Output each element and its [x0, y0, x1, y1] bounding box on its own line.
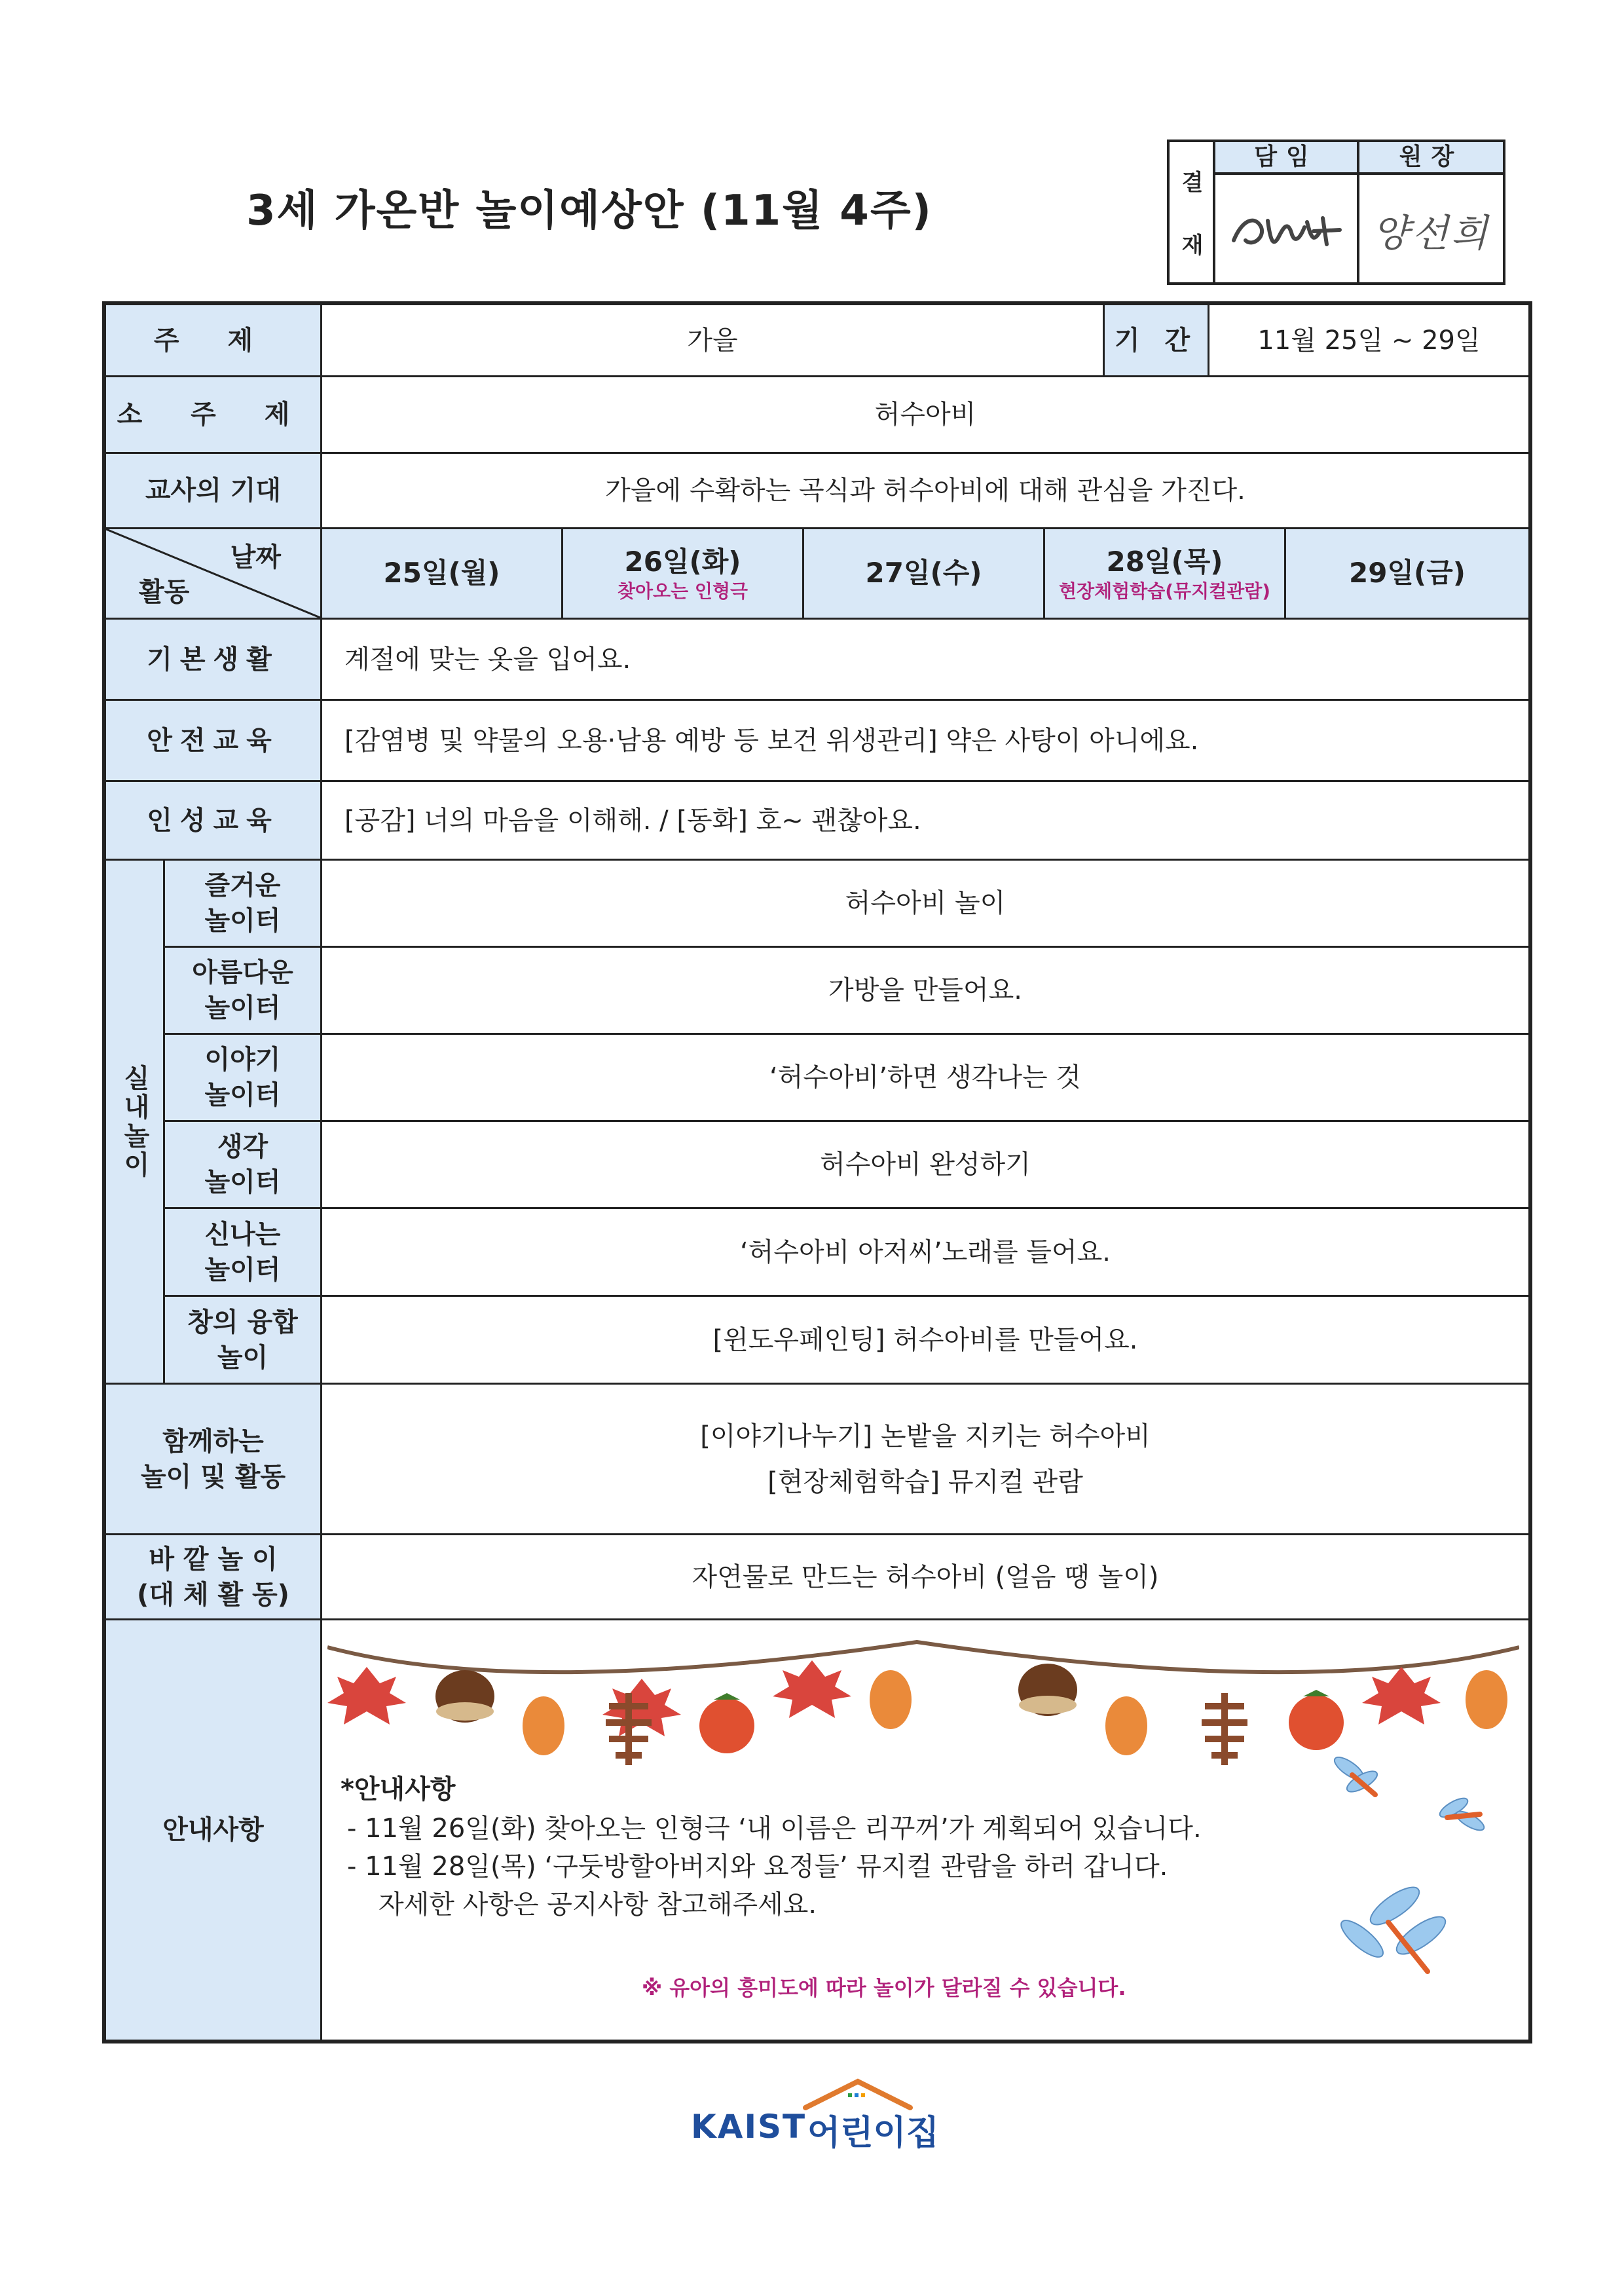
together-line-1: [이야기나누기] 논밭을 지키는 허수아비 — [700, 1421, 1151, 1451]
indoor-label-5: 창의 융합 놀이 — [165, 1297, 322, 1385]
indoor-label: 실내놀이 — [106, 861, 165, 1385]
expect-value: 가을에 수확하는 곡식과 허수아비에 대해 관심을 가진다. — [322, 454, 1528, 529]
character-value: [공감] 너의 마음을 이해해. / [동화] 호~ 괜찮아요. — [322, 782, 1528, 861]
indoor-value-3: 허수아비 완성하기 — [322, 1122, 1528, 1209]
teacher-signature-scribble — [1215, 175, 1357, 280]
basic-value: 계절에 맞는 옷을 입어요. — [322, 620, 1528, 701]
approval-col-teacher: 담임 — [1215, 142, 1359, 175]
day-header-mon: 25일(월) — [322, 529, 563, 620]
safety-value: [감염병 및 약물의 오용·남용 예방 등 보건 위생관리] 약은 사탕이 아니에요. — [322, 701, 1528, 782]
day-header-tue: 26일(화) 찾아오는 인형극 — [563, 529, 804, 620]
notice-caution: ※ 유아의 흥미도에 따라 놀이가 달라질 수 있습니다. — [642, 1975, 1126, 2000]
director-signature-text: 양선희 — [1372, 211, 1490, 255]
kaist-daycare-logo — [691, 2076, 940, 2153]
together-line-2: [현장체험학습] 뮤지컬 관람 — [767, 1466, 1083, 1497]
subtheme-label: 소 주 제 — [106, 377, 322, 454]
page-title: 3세 가온반 놀이예상안 (11월 4주) — [246, 187, 932, 235]
indoor-label-0: 즐거운 놀이터 — [165, 861, 322, 948]
notice-title: *안내사항 — [341, 1774, 456, 1804]
day-header-fri: 29일(금) — [1286, 529, 1528, 620]
date-activity-header — [106, 529, 322, 620]
theme-value: 가을 — [322, 305, 1105, 377]
indoor-value-4: ‘허수아비 아저씨’노래를 들어요. — [322, 1209, 1528, 1297]
activity-label: 활동 — [139, 577, 190, 607]
approval-col-director: 원장 — [1359, 142, 1503, 175]
day-header-thu: 28일(목) 현장체험학습(뮤지컬관람) — [1045, 529, 1286, 620]
character-label: 인성교육 — [106, 782, 322, 861]
logo-brand: KAIST — [691, 2108, 807, 2146]
day-header-wed: 27일(수) — [804, 529, 1045, 620]
indoor-label-4: 신나는 놀이터 — [165, 1209, 322, 1297]
approval-side-top: 결 — [1181, 170, 1204, 196]
together-label: 함께하는 놀이 및 활동 — [106, 1385, 322, 1535]
theme-label: 주 제 — [106, 305, 322, 377]
date-label: 날짜 — [230, 542, 281, 572]
notice-line-1: - 11월 26일(화) 찾아오는 인형극 ‘내 이름은 리꾸꺼’가 계획되어 있습니다. — [347, 1814, 1202, 1844]
safety-label: 안전교육 — [106, 701, 322, 782]
notice-line-3: 자세한 사항은 공지사항 참고해주세요. — [378, 1890, 817, 1920]
approval-box — [1167, 140, 1505, 285]
indoor-value-1: 가방을 만들어요. — [322, 948, 1528, 1035]
approval-side-bottom: 재 — [1181, 233, 1204, 259]
indoor-label-1: 아름다운 놀이터 — [165, 948, 322, 1035]
plan-table — [102, 301, 1532, 2043]
basic-label: 기본생활 — [106, 620, 322, 701]
logo-name: 어린이집 — [807, 2114, 939, 2153]
notice-line-2: - 11월 28일(목) ‘구둣방할아버지와 요정들’ 뮤지컬 관람을 하러 갑니다. — [347, 1852, 1168, 1882]
indoor-value-5: [윈도우페인팅] 허수아비를 만들어요. — [322, 1297, 1528, 1385]
director-signature — [1359, 175, 1503, 282]
period-value: 11월 25일 ~ 29일 — [1209, 305, 1528, 377]
period-label: 기 간 — [1105, 305, 1209, 377]
expect-label: 교사의 기대 — [106, 454, 322, 529]
teacher-signature — [1215, 175, 1359, 282]
approval-side — [1170, 142, 1215, 282]
dragonfly-illustration — [1323, 1755, 1493, 2004]
outdoor-value: 자연물로 만드는 허수아비 (얼음 땡 놀이) — [322, 1535, 1528, 1620]
notice-label: 안내사항 — [106, 1620, 322, 2040]
indoor-label-2: 이야기 놀이터 — [165, 1035, 322, 1122]
outdoor-label: 바 깥 놀 이 (대 체 활 동) — [106, 1535, 322, 1620]
indoor-label-3: 생각 놀이터 — [165, 1122, 322, 1209]
subtheme-value: 허수아비 — [322, 377, 1528, 454]
indoor-value-0: 허수아비 놀이 — [322, 861, 1528, 948]
indoor-value-2: ‘허수아비’하면 생각나는 것 — [322, 1035, 1528, 1122]
together-value — [322, 1385, 1528, 1535]
